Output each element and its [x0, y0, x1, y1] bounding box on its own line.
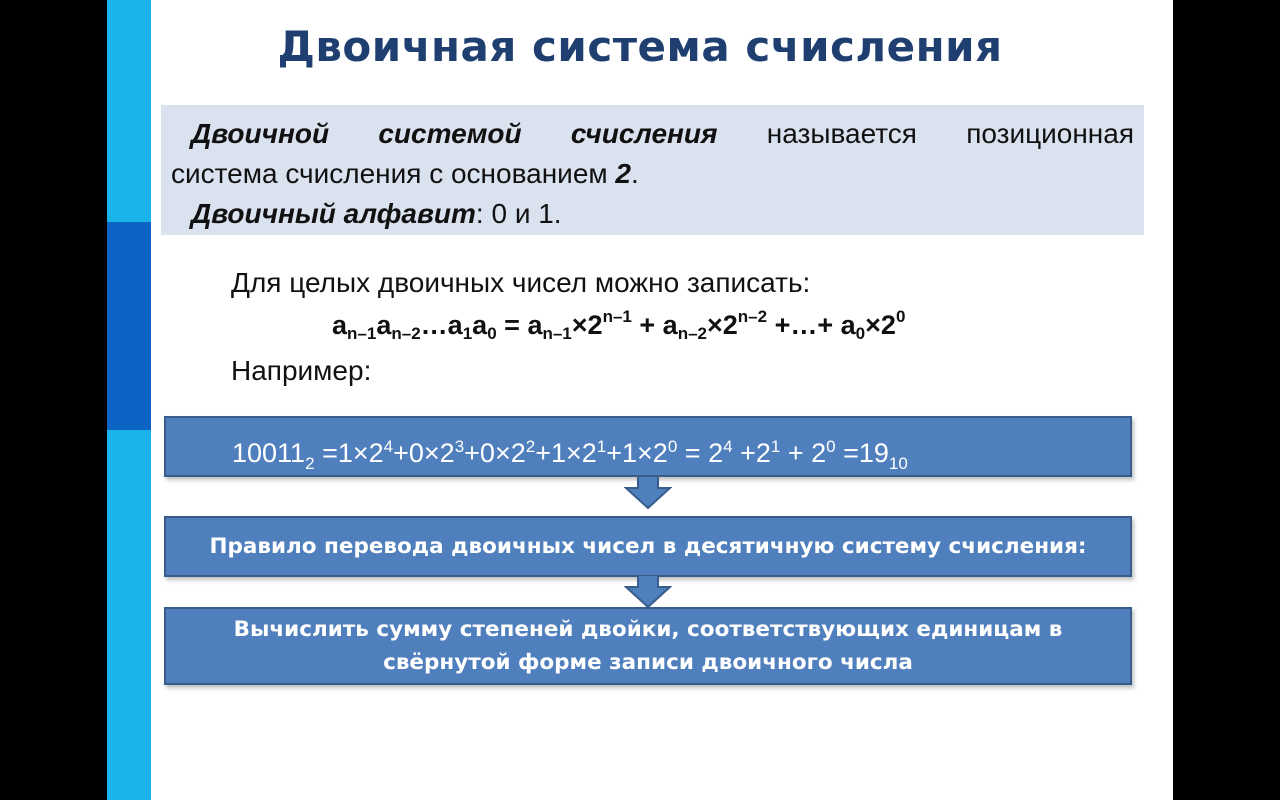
- definition-box: [161, 105, 1144, 235]
- intro-text: Для целых двоичных чисел можно записать:: [231, 267, 811, 298]
- alphabet-text: : 0 и 1.: [475, 198, 562, 229]
- rule-title-box: [164, 516, 1132, 577]
- definition-line-2: [171, 154, 1134, 194]
- example-box: [164, 416, 1132, 477]
- definition-text: называется позиционная: [717, 118, 1135, 149]
- slide: [107, 0, 1173, 800]
- down-arrow-icon: [624, 575, 672, 609]
- expansion-formula: $a_{n-1}a_{n-2}\dots a_1a_0 = a_{n-1}\times 2^{n-1} + a_{n-2}\times 2^{n-2}$ +…+ $a_0\times 2^0$: [332, 307, 906, 343]
- rule-text-line-1: Вычислить сумму степеней двойки, соответствующих единицам в: [233, 617, 1063, 642]
- definition-text-2: система счисления с основанием: [171, 158, 616, 189]
- definition-base: 2: [615, 158, 631, 189]
- example-label: Например:: [231, 355, 372, 386]
- rule-box: [164, 607, 1132, 685]
- down-arrow-icon: [624, 476, 672, 510]
- definition-period: .: [631, 158, 639, 189]
- definition-line-1: [171, 114, 1134, 154]
- example-calculation: $10011_2 =1\times 2^4+0\times 2^3+0\times 2^2+1\times 2^1+1\times 2^0 = 2^4 +2^1 + 2^0 =19_{10}$: [232, 437, 908, 473]
- rule-title: Правило перевода двоичных чисел в десятичную систему счисления:: [209, 534, 1087, 559]
- rule-text: [234, 613, 1063, 679]
- alphabet-term: Двоичный алфавит: [191, 198, 476, 229]
- alphabet-line: [171, 194, 1134, 234]
- rule-text-line-2: свёрнутой форме записи двоичного числа: [383, 650, 913, 675]
- accent-bar-highlight: [107, 222, 151, 430]
- definition-term: Двоичной системой счисления: [191, 118, 718, 149]
- slide-title: Двоичная система счисления: [277, 22, 1003, 71]
